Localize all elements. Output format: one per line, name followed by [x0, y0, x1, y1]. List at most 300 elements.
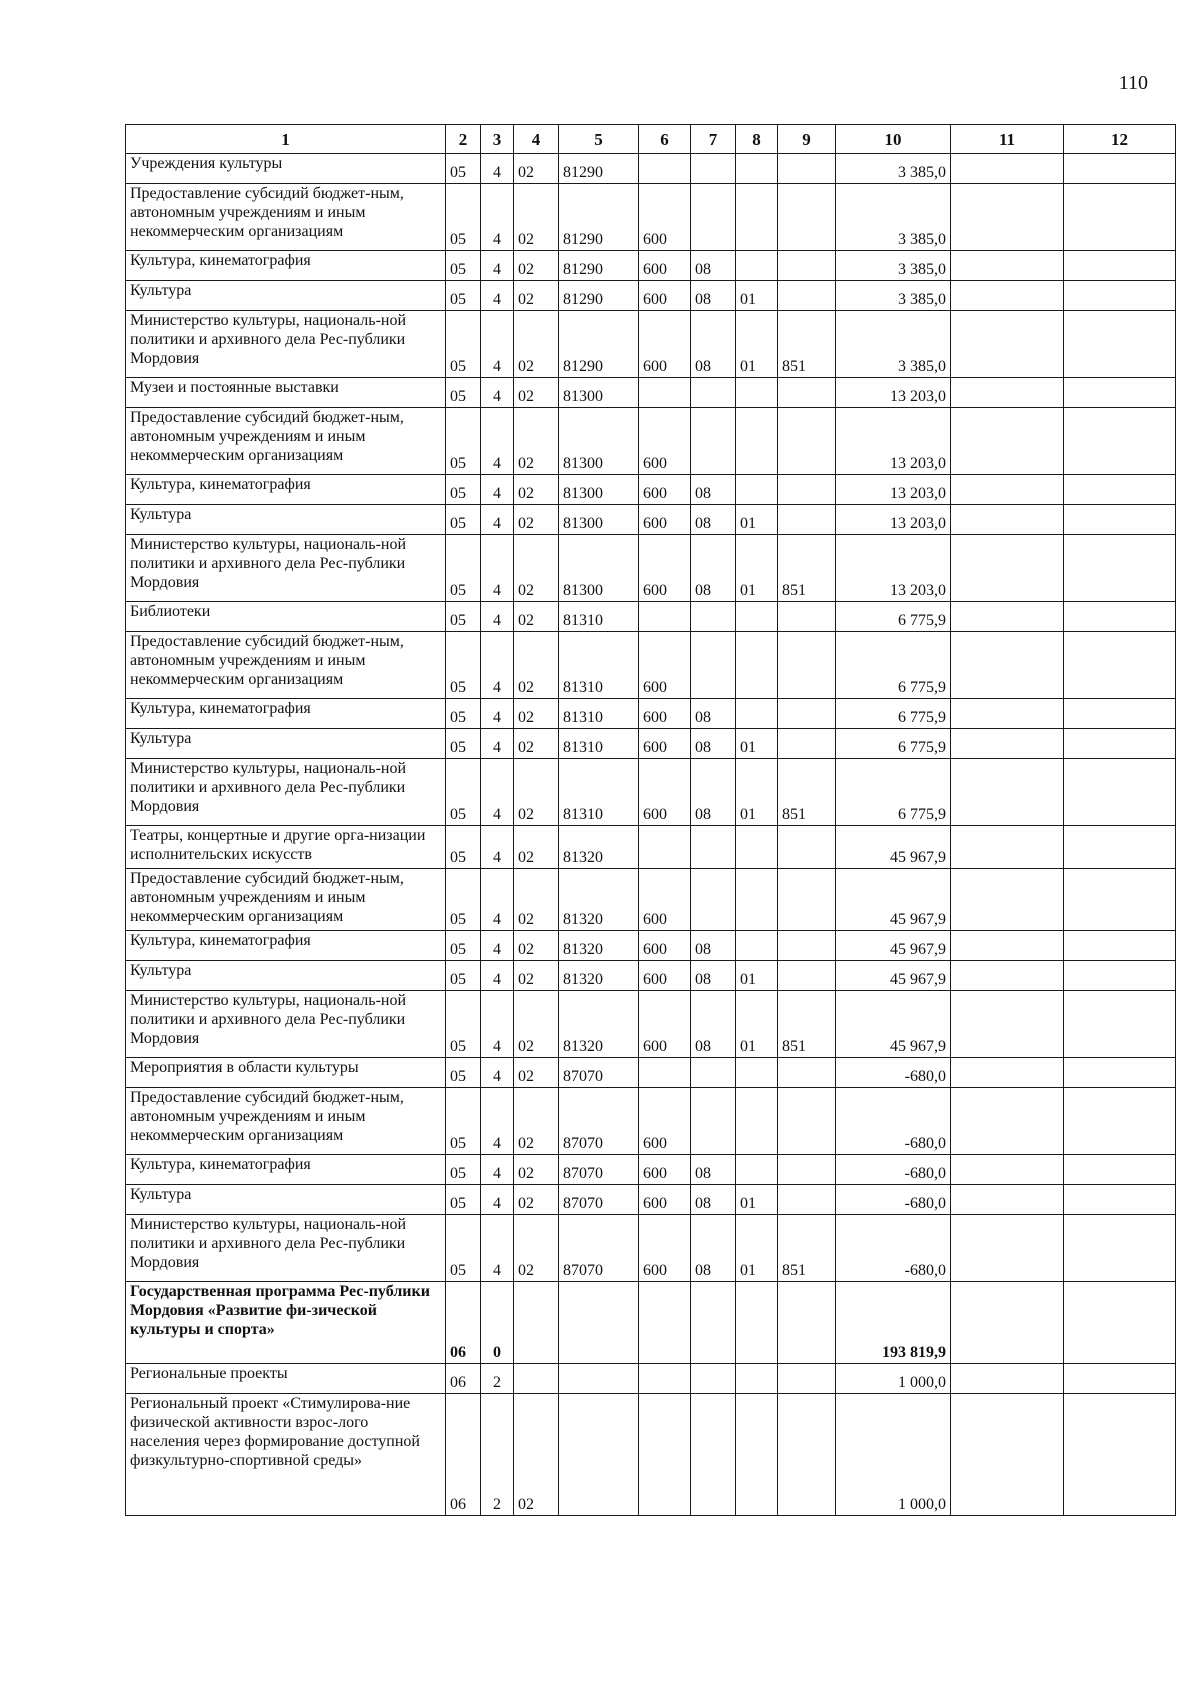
cell-col-12: [1064, 759, 1176, 826]
cell-amount: 3 385,0: [836, 311, 951, 378]
table-row: [126, 699, 1176, 729]
cell-section: 05: [446, 154, 481, 184]
cell-col-12: [1064, 475, 1176, 505]
row-description: Культура: [126, 505, 446, 535]
column-header: 6: [639, 125, 691, 154]
cell-code-7: 08: [691, 991, 736, 1058]
cell-ministry-code: [778, 826, 836, 869]
cell-code-8: [736, 931, 778, 961]
cell-ministry-code: [778, 931, 836, 961]
cell-code-4: 02: [514, 1088, 559, 1155]
cell-code-7: 08: [691, 1155, 736, 1185]
cell-ministry-code: [778, 408, 836, 475]
cell-code-4: 02: [514, 602, 559, 632]
cell-code-4: 02: [514, 1185, 559, 1215]
cell-col-12: [1064, 869, 1176, 931]
row-description: Министерство культуры, националь-ной политики и архивного дела Рес-публики Мордовия: [126, 311, 446, 378]
cell-code-7: 08: [691, 281, 736, 311]
table-row: [126, 961, 1176, 991]
cell-subsection: 4: [481, 505, 514, 535]
cell-section: 05: [446, 475, 481, 505]
cell-amount: 45 967,9: [836, 961, 951, 991]
cell-code-4: 02: [514, 991, 559, 1058]
cell-subsection: 4: [481, 408, 514, 475]
cell-expense-type: 600: [639, 408, 691, 475]
cell-code-7: [691, 154, 736, 184]
cell-col-11: [951, 184, 1064, 251]
cell-col-12: [1064, 378, 1176, 408]
cell-col-11: [951, 1185, 1064, 1215]
cell-amount: 45 967,9: [836, 991, 951, 1058]
cell-code-7: 08: [691, 251, 736, 281]
cell-section: 05: [446, 505, 481, 535]
cell-expense-type: 600: [639, 729, 691, 759]
cell-section: 05: [446, 1155, 481, 1185]
row-description: Культура: [126, 961, 446, 991]
cell-code-8: 01: [736, 1215, 778, 1282]
cell-amount: 13 203,0: [836, 378, 951, 408]
cell-code-7: [691, 869, 736, 931]
page-number: 110: [1118, 72, 1148, 94]
row-description: Предоставление субсидий бюджет-ным, автономным учреждениям и иным некоммерческим организациям: [126, 408, 446, 475]
cell-amount: 6 775,9: [836, 729, 951, 759]
cell-code-7: 08: [691, 699, 736, 729]
cell-code-5: 81320: [559, 991, 639, 1058]
cell-code-8: 01: [736, 759, 778, 826]
cell-subsection: 4: [481, 869, 514, 931]
cell-code-5: [559, 1364, 639, 1394]
cell-expense-type: [639, 154, 691, 184]
column-header: 1: [126, 125, 446, 154]
cell-amount: -680,0: [836, 1215, 951, 1282]
cell-col-11: [951, 505, 1064, 535]
cell-code-5: 87070: [559, 1058, 639, 1088]
table-row: [126, 759, 1176, 826]
cell-code-7: 08: [691, 505, 736, 535]
cell-section: 05: [446, 535, 481, 602]
cell-code-5: 81310: [559, 602, 639, 632]
table-row: [126, 505, 1176, 535]
cell-ministry-code: 851: [778, 311, 836, 378]
row-description: Министерство культуры, националь-ной политики и архивного дела Рес-публики Мордовия: [126, 991, 446, 1058]
cell-col-12: [1064, 991, 1176, 1058]
row-description: Мероприятия в области культуры: [126, 1058, 446, 1088]
cell-subsection: 4: [481, 759, 514, 826]
row-description: Культура: [126, 729, 446, 759]
cell-col-11: [951, 408, 1064, 475]
cell-section: 05: [446, 1185, 481, 1215]
cell-expense-type: [639, 1394, 691, 1516]
column-header: 2: [446, 125, 481, 154]
cell-col-12: [1064, 931, 1176, 961]
cell-code-5: [559, 1394, 639, 1516]
cell-subsection: 4: [481, 154, 514, 184]
cell-subsection: 4: [481, 251, 514, 281]
table-row: [126, 281, 1176, 311]
cell-amount: 3 385,0: [836, 281, 951, 311]
cell-col-11: [951, 281, 1064, 311]
cell-section: 05: [446, 1088, 481, 1155]
cell-code-5: 81310: [559, 699, 639, 729]
row-description: Министерство культуры, националь-ной политики и архивного дела Рес-публики Мордовия: [126, 1215, 446, 1282]
cell-expense-type: 600: [639, 281, 691, 311]
cell-code-4: 02: [514, 869, 559, 931]
cell-code-7: 08: [691, 759, 736, 826]
cell-code-4: [514, 1364, 559, 1394]
cell-col-11: [951, 1394, 1064, 1516]
cell-ministry-code: [778, 1364, 836, 1394]
cell-section: 05: [446, 378, 481, 408]
cell-section: 05: [446, 408, 481, 475]
cell-col-12: [1064, 1215, 1176, 1282]
cell-code-7: 08: [691, 961, 736, 991]
cell-col-12: [1064, 311, 1176, 378]
cell-col-11: [951, 699, 1064, 729]
budget-table: [125, 124, 1176, 1516]
cell-code-5: 81300: [559, 408, 639, 475]
cell-section: 05: [446, 311, 481, 378]
row-description: Министерство культуры, националь-ной политики и архивного дела Рес-публики Мордовия: [126, 535, 446, 602]
cell-amount: 13 203,0: [836, 505, 951, 535]
cell-code-5: 81300: [559, 378, 639, 408]
cell-section: 05: [446, 184, 481, 251]
cell-ministry-code: [778, 475, 836, 505]
cell-code-8: 01: [736, 961, 778, 991]
cell-col-11: [951, 378, 1064, 408]
column-header: 8: [736, 125, 778, 154]
cell-col-12: [1064, 632, 1176, 699]
cell-expense-type: 600: [639, 961, 691, 991]
table-row: [126, 1088, 1176, 1155]
cell-ministry-code: [778, 1088, 836, 1155]
cell-code-8: [736, 408, 778, 475]
cell-col-12: [1064, 961, 1176, 991]
cell-amount: 6 775,9: [836, 602, 951, 632]
cell-col-11: [951, 632, 1064, 699]
cell-col-12: [1064, 505, 1176, 535]
cell-col-11: [951, 1215, 1064, 1282]
cell-ministry-code: [778, 1155, 836, 1185]
table-row: [126, 632, 1176, 699]
cell-col-12: [1064, 184, 1176, 251]
cell-ministry-code: [778, 251, 836, 281]
cell-ministry-code: [778, 1394, 836, 1516]
cell-code-7: 08: [691, 729, 736, 759]
column-header: 11: [951, 125, 1064, 154]
cell-section: 05: [446, 729, 481, 759]
cell-ministry-code: [778, 378, 836, 408]
table-row: [126, 378, 1176, 408]
cell-amount: 45 967,9: [836, 869, 951, 931]
row-description: Региональные проекты: [126, 1364, 446, 1394]
cell-code-8: [736, 1058, 778, 1088]
cell-ministry-code: 851: [778, 759, 836, 826]
cell-code-7: [691, 602, 736, 632]
cell-section: 05: [446, 1058, 481, 1088]
cell-section: 05: [446, 602, 481, 632]
table-row: [126, 602, 1176, 632]
cell-code-8: [736, 826, 778, 869]
cell-ministry-code: [778, 505, 836, 535]
cell-subsection: 4: [481, 535, 514, 602]
cell-code-7: [691, 1394, 736, 1516]
cell-code-7: [691, 1364, 736, 1394]
column-header: 9: [778, 125, 836, 154]
cell-amount: 6 775,9: [836, 699, 951, 729]
cell-code-7: [691, 826, 736, 869]
cell-col-12: [1064, 1394, 1176, 1516]
cell-code-8: [736, 184, 778, 251]
cell-code-5: 81310: [559, 759, 639, 826]
table-row: [126, 869, 1176, 931]
cell-code-8: [736, 869, 778, 931]
cell-code-8: [736, 699, 778, 729]
cell-section: 06: [446, 1394, 481, 1516]
cell-code-5: 81310: [559, 729, 639, 759]
cell-col-12: [1064, 729, 1176, 759]
table-row: [126, 1364, 1176, 1394]
cell-code-4: 02: [514, 475, 559, 505]
cell-expense-type: 600: [639, 1088, 691, 1155]
cell-expense-type: 600: [639, 184, 691, 251]
cell-code-7: [691, 1058, 736, 1088]
cell-expense-type: 600: [639, 505, 691, 535]
cell-subsection: 4: [481, 961, 514, 991]
cell-ministry-code: 851: [778, 991, 836, 1058]
cell-code-8: 01: [736, 311, 778, 378]
cell-amount: 3 385,0: [836, 251, 951, 281]
cell-ministry-code: 851: [778, 1215, 836, 1282]
cell-code-8: [736, 602, 778, 632]
cell-code-7: 08: [691, 535, 736, 602]
cell-code-7: 08: [691, 311, 736, 378]
column-header: 5: [559, 125, 639, 154]
cell-code-4: 02: [514, 699, 559, 729]
cell-section: 05: [446, 1215, 481, 1282]
cell-col-12: [1064, 826, 1176, 869]
cell-col-12: [1064, 1282, 1176, 1364]
cell-code-7: [691, 378, 736, 408]
cell-code-8: [736, 475, 778, 505]
cell-expense-type: 600: [639, 991, 691, 1058]
cell-code-8: [736, 1282, 778, 1364]
cell-subsection: 4: [481, 931, 514, 961]
cell-subsection: 4: [481, 1058, 514, 1088]
cell-section: 05: [446, 961, 481, 991]
cell-code-7: [691, 1282, 736, 1364]
cell-code-4: 02: [514, 826, 559, 869]
cell-subsection: 4: [481, 729, 514, 759]
cell-code-8: 01: [736, 729, 778, 759]
cell-code-5: 87070: [559, 1215, 639, 1282]
cell-code-5: 81290: [559, 154, 639, 184]
cell-expense-type: [639, 826, 691, 869]
table-row: [126, 535, 1176, 602]
cell-code-5: 81290: [559, 281, 639, 311]
row-description: Театры, концертные и другие орга-низации исполнительских искусств: [126, 826, 446, 869]
row-description: Региональный проект «Стимулирова-ние физической активности взрос-лого населения через формирование доступной физкультурно-спортивной среды»: [126, 1394, 446, 1516]
cell-code-5: 81320: [559, 961, 639, 991]
row-description: Учреждения культуры: [126, 154, 446, 184]
cell-expense-type: [639, 1058, 691, 1088]
table-body: [126, 154, 1176, 1516]
table-row: [126, 311, 1176, 378]
cell-code-4: 02: [514, 759, 559, 826]
cell-code-5: 81300: [559, 505, 639, 535]
cell-code-5: [559, 1282, 639, 1364]
cell-subsection: 4: [481, 826, 514, 869]
cell-code-4: 02: [514, 961, 559, 991]
table-row: [126, 1185, 1176, 1215]
cell-ministry-code: [778, 699, 836, 729]
cell-col-11: [951, 729, 1064, 759]
cell-code-8: [736, 1088, 778, 1155]
table-row: [126, 251, 1176, 281]
cell-amount: 13 203,0: [836, 408, 951, 475]
cell-subsection: 4: [481, 1185, 514, 1215]
cell-code-4: 02: [514, 184, 559, 251]
cell-section: 05: [446, 699, 481, 729]
cell-subsection: 4: [481, 281, 514, 311]
cell-ministry-code: [778, 602, 836, 632]
cell-subsection: 4: [481, 1215, 514, 1282]
cell-code-7: [691, 632, 736, 699]
cell-code-5: 81290: [559, 184, 639, 251]
cell-ministry-code: [778, 869, 836, 931]
cell-expense-type: 600: [639, 311, 691, 378]
cell-col-11: [951, 535, 1064, 602]
cell-code-5: 87070: [559, 1155, 639, 1185]
row-description: Министерство культуры, националь-ной политики и архивного дела Рес-публики Мордовия: [126, 759, 446, 826]
cell-col-11: [951, 869, 1064, 931]
cell-code-5: 81320: [559, 826, 639, 869]
cell-section: 05: [446, 869, 481, 931]
cell-code-4: 02: [514, 931, 559, 961]
cell-code-4: 02: [514, 281, 559, 311]
cell-expense-type: 600: [639, 869, 691, 931]
cell-code-7: 08: [691, 1215, 736, 1282]
row-description: Культура, кинематография: [126, 1155, 446, 1185]
cell-section: 06: [446, 1282, 481, 1364]
cell-expense-type: 600: [639, 251, 691, 281]
row-description: Предоставление субсидий бюджет-ным, автономным учреждениям и иным некоммерческим организациям: [126, 184, 446, 251]
cell-col-11: [951, 931, 1064, 961]
cell-ministry-code: [778, 729, 836, 759]
column-header: 4: [514, 125, 559, 154]
cell-code-8: 01: [736, 1185, 778, 1215]
cell-code-8: [736, 1394, 778, 1516]
row-description: Библиотеки: [126, 602, 446, 632]
column-header: 7: [691, 125, 736, 154]
table-row: [126, 408, 1176, 475]
cell-code-4: 02: [514, 1155, 559, 1185]
cell-code-4: [514, 1282, 559, 1364]
table-row: [126, 931, 1176, 961]
cell-ministry-code: [778, 1282, 836, 1364]
cell-amount: 45 967,9: [836, 826, 951, 869]
cell-code-8: 01: [736, 535, 778, 602]
cell-ministry-code: [778, 632, 836, 699]
cell-amount: -680,0: [836, 1058, 951, 1088]
table-row: [126, 1058, 1176, 1088]
cell-col-11: [951, 1088, 1064, 1155]
cell-expense-type: 600: [639, 1185, 691, 1215]
cell-code-7: 08: [691, 931, 736, 961]
cell-ministry-code: [778, 154, 836, 184]
cell-section: 05: [446, 759, 481, 826]
cell-amount: 45 967,9: [836, 931, 951, 961]
cell-code-4: 02: [514, 729, 559, 759]
cell-amount: 6 775,9: [836, 632, 951, 699]
cell-section: 05: [446, 826, 481, 869]
cell-subsection: 4: [481, 378, 514, 408]
cell-expense-type: 600: [639, 759, 691, 826]
table-row: [126, 1282, 1176, 1364]
cell-code-7: 08: [691, 1185, 736, 1215]
cell-col-11: [951, 1155, 1064, 1185]
cell-code-4: 02: [514, 408, 559, 475]
cell-col-12: [1064, 281, 1176, 311]
cell-code-5: 87070: [559, 1185, 639, 1215]
cell-amount: 1 000,0: [836, 1394, 951, 1516]
row-description: Культура: [126, 1185, 446, 1215]
cell-col-12: [1064, 154, 1176, 184]
cell-col-11: [951, 154, 1064, 184]
cell-expense-type: [639, 378, 691, 408]
column-header: 3: [481, 125, 514, 154]
row-description: Предоставление субсидий бюджет-ным, автономным учреждениям и иным некоммерческим организациям: [126, 632, 446, 699]
cell-col-12: [1064, 1364, 1176, 1394]
cell-expense-type: 600: [639, 475, 691, 505]
cell-amount: 13 203,0: [836, 535, 951, 602]
table-row: [126, 991, 1176, 1058]
cell-ministry-code: [778, 1185, 836, 1215]
table-header-row: [126, 125, 1176, 154]
cell-subsection: 4: [481, 184, 514, 251]
cell-subsection: 4: [481, 602, 514, 632]
table-row: [126, 1215, 1176, 1282]
cell-col-12: [1064, 1088, 1176, 1155]
cell-code-7: [691, 1088, 736, 1155]
table-row: [126, 1155, 1176, 1185]
cell-subsection: 4: [481, 991, 514, 1058]
column-header: 12: [1064, 125, 1176, 154]
cell-col-11: [951, 759, 1064, 826]
cell-code-8: [736, 1155, 778, 1185]
table-row: [126, 1394, 1176, 1516]
cell-amount: 13 203,0: [836, 475, 951, 505]
cell-expense-type: 600: [639, 632, 691, 699]
row-description: Культура: [126, 281, 446, 311]
table-row: [126, 729, 1176, 759]
cell-code-4: 02: [514, 1215, 559, 1282]
cell-expense-type: [639, 1364, 691, 1394]
cell-expense-type: 600: [639, 1215, 691, 1282]
cell-amount: 3 385,0: [836, 154, 951, 184]
cell-expense-type: 600: [639, 535, 691, 602]
cell-ministry-code: [778, 184, 836, 251]
cell-ministry-code: 851: [778, 535, 836, 602]
cell-col-11: [951, 1058, 1064, 1088]
row-description: Государственная программа Рес-публики Мордовия «Развитие фи-зической культуры и спорта»: [126, 1282, 446, 1364]
cell-amount: 1 000,0: [836, 1364, 951, 1394]
cell-amount: -680,0: [836, 1088, 951, 1155]
cell-code-4: 02: [514, 505, 559, 535]
cell-expense-type: [639, 602, 691, 632]
cell-code-7: 08: [691, 475, 736, 505]
cell-col-12: [1064, 535, 1176, 602]
cell-subsection: 4: [481, 1155, 514, 1185]
